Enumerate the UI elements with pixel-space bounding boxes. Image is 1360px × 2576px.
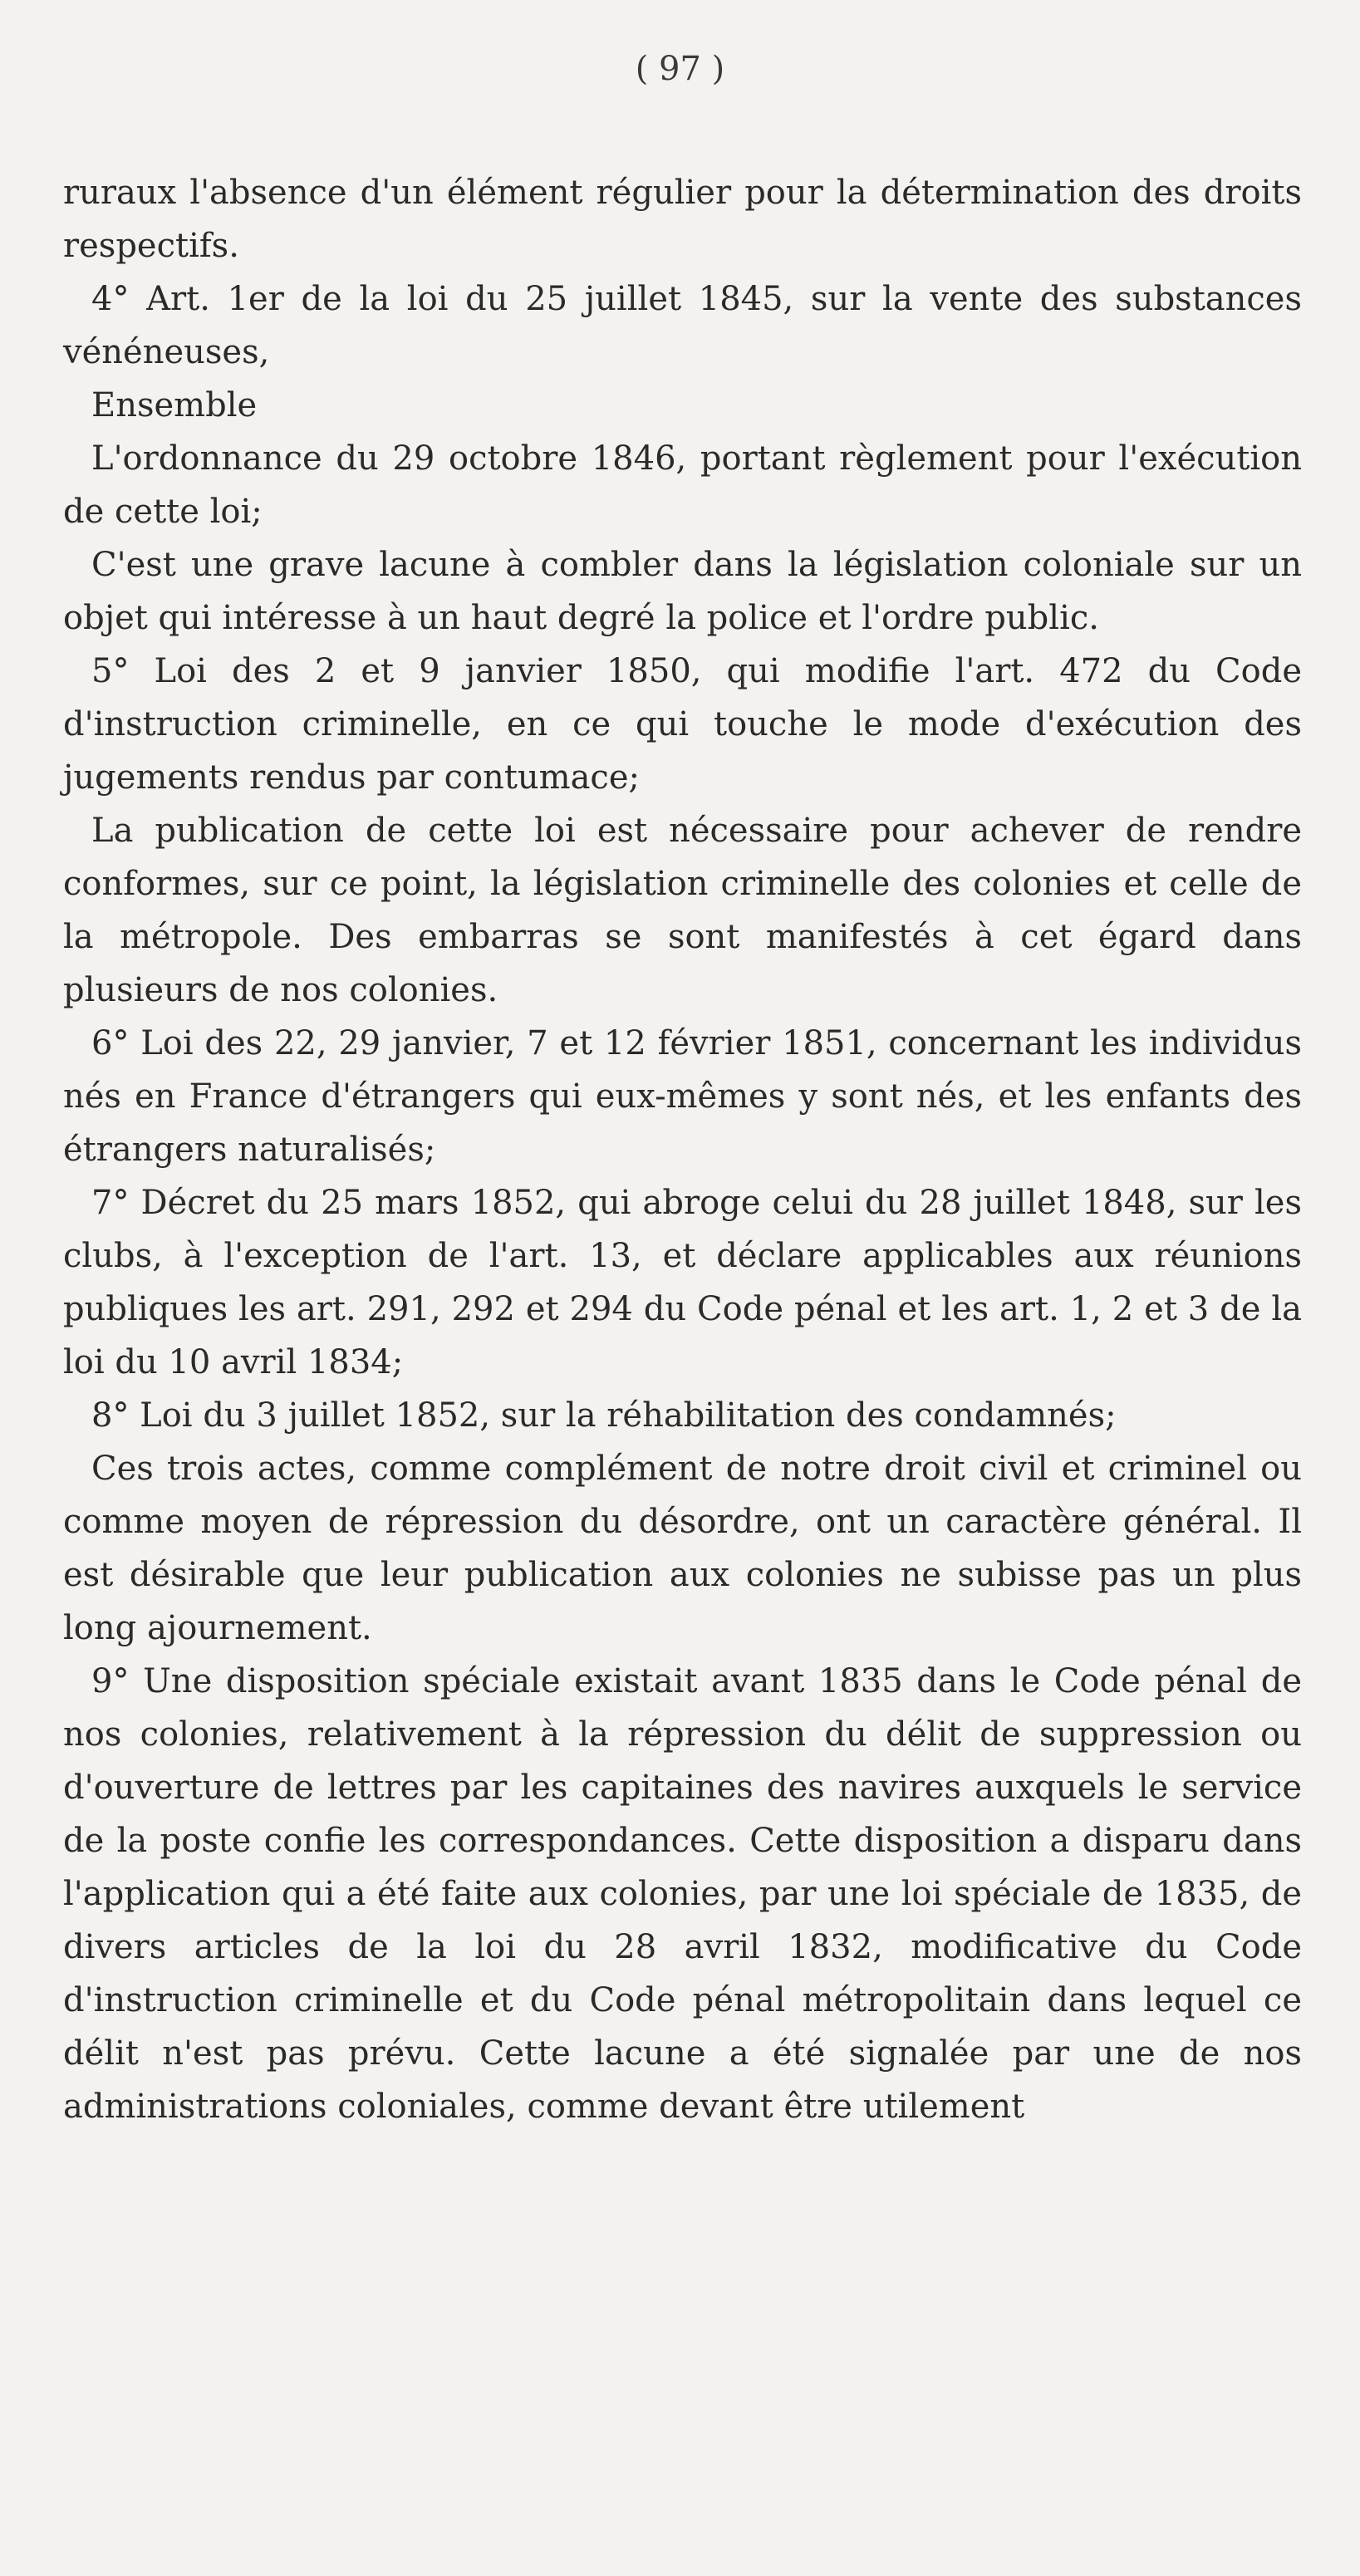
paragraph-3: Ensemble [91,386,258,424]
page-number: ( 97 ) [635,50,725,88]
paragraph-2: 4° Art. 1er de la loi du 25 juillet 1845, sur la vente des substances vénéneuses, [63,280,1302,371]
paragraph-8: 6° Loi des 22, 29 janvier, 7 et 12 février 1851, concernant les individus nés en France d'étrangers qui eux-mêmes y sont nés, et les enfants des étrangers naturalisés; [63,1024,1302,1169]
paragraph-1: ruraux l'absence d'un élément régulier pour la détermination des droits respectifs. [63,174,1302,265]
paragraph-6: 5° Loi des 2 et 9 janvier 1850, qui modifie l'art. 472 du Code d'instruction criminelle, en ce qui touche le mode d'exécution des jugements rendus par contumace; [63,652,1302,797]
paragraph-9: 7° Décret du 25 mars 1852, qui abroge celui du 28 juillet 1848, sur les clubs, à l'exception de l'art. 13, et déclare applicables aux réunions publiques les art. 291, 292 et 294 du Code pénal et les art. 1, 2 et 3 de la loi du 10 avril 1834; [63,1184,1302,1381]
paragraph-7: La publication de cette loi est nécessaire pour achever de rendre conformes, sur ce point, la législation criminelle des colonies et celle de la métropole. Des embarras se sont manifestés à cet égard dans plusieurs de nos colonies. [63,812,1302,1009]
paragraph-12: 9° Une disposition spéciale existait avant 1835 dans le Code pénal de nos colonies, relativement à la répression du délit de suppression ou d'ouverture de lettres par les capitaines des navires auxquels le service de la poste confie les correspondances. Cette disposition a disparu dans l'application qui a été faite aux colonies, par une loi spéciale de 1835, de divers articles de la loi du 28 avril 1832, modificative du Code d'instruction criminelle et du Code pénal métropolitain dans lequel ce délit n'est pas prévu. Cette lacune a été signalée par une de nos administrations coloniales, comme devant être utilement [63,1662,1302,2126]
paragraph-4: L'ordonnance du 29 octobre 1846, portant règlement pour l'exécution de cette loi; [63,439,1302,531]
paragraph-10: 8° Loi du 3 juillet 1852, sur la réhabilitation des condamnés; [91,1396,1117,1435]
paragraph-5: C'est une grave lacune à combler dans la législation coloniale sur un objet qui intéresse à un haut degré la police et l'ordre public. [63,546,1302,637]
body-text [63,166,1302,2133]
paragraph-11: Ces trois actes, comme complément de notre droit civil et criminel ou comme moyen de répression du désordre, ont un caractère général. Il est désirable que leur publication aux colonies ne subisse pas un plus long ajournement. [63,1450,1302,1647]
